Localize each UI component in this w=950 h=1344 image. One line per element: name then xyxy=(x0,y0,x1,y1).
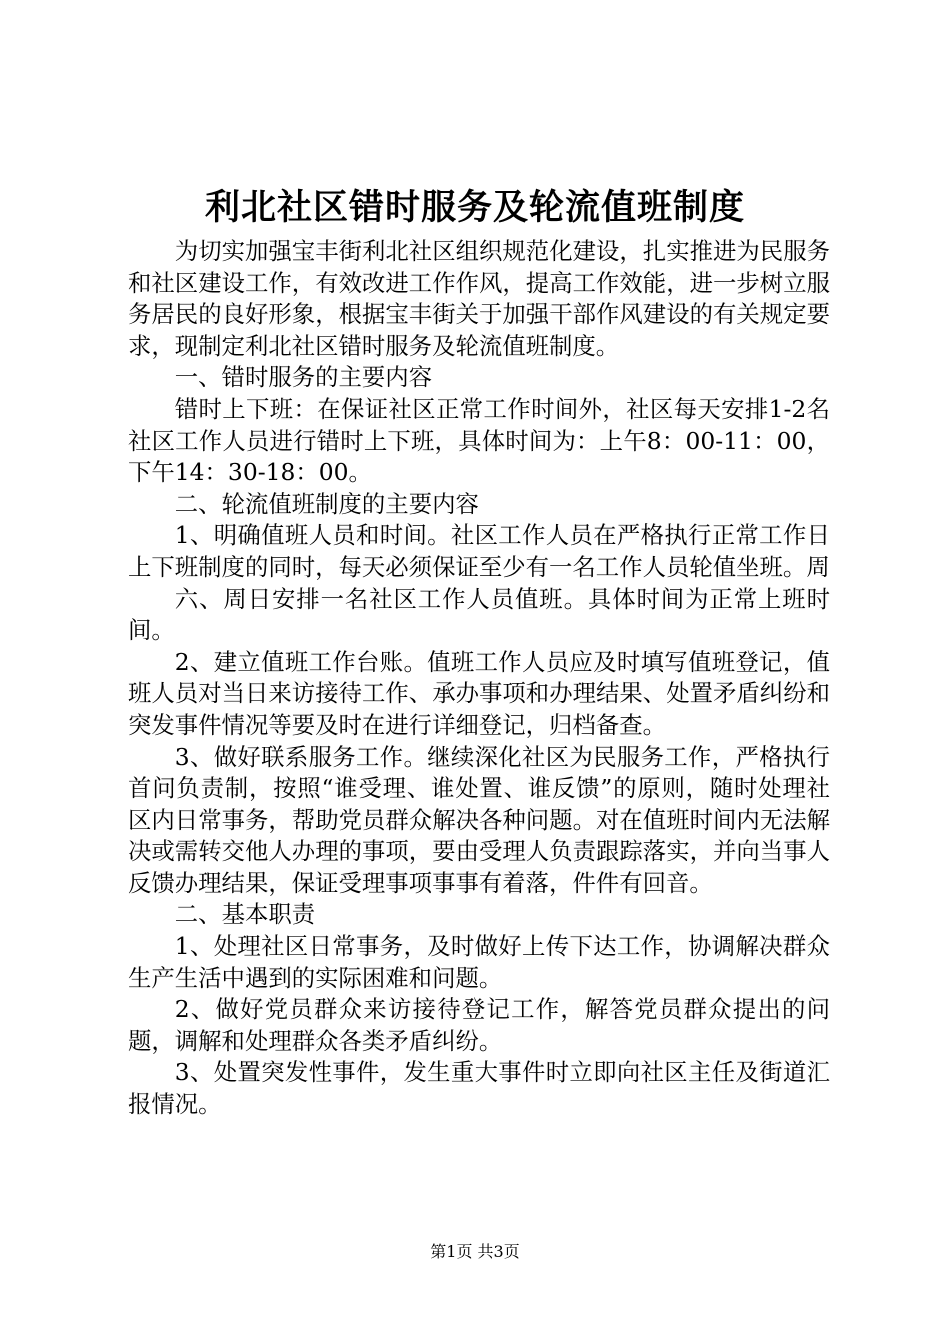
paragraph-intro: 为切实加强宝丰街利北社区组织规范化建设，扎实推进为民服务和社区建设工作，有效改进工作作风，提高工作效能，进一步树立服务居民的良好形象，根据宝丰街关于加强干部作风建设的有关规定要求，现制定利北社区错时服务及轮流值班制度。 xyxy=(128,237,830,360)
paragraph-item-3: 3、做好联系服务工作。继续深化社区为民服务工作，严格执行首问负责制，按照“谁受理、谁处置、谁反馈”的原则，随时处理社区内日常事务，帮助党员群众解决各种问题。对在值班时间内无法解决或需转交他人办理的事项，要由受理人负责跟踪落实，并向当事人反馈办理结果，保证受理事项事事有着落，件件有回音。 xyxy=(128,742,830,897)
section-heading-1: 一、错时服务的主要内容 xyxy=(174,363,433,392)
paragraph-duty-2: 2、做好党员群众来访接待登记工作，解答党员群众提出的问题，调解和处理群众各类矛盾纠纷。 xyxy=(128,995,830,1055)
document-body xyxy=(128,236,830,1121)
page-footer: 第1页 共3页 xyxy=(430,1242,520,1261)
paragraph-duty-3: 3、处置突发性事件，发生重大事件时立即向社区主任及街道汇报情况。 xyxy=(128,1058,830,1119)
document-title: 利北社区错时服务及轮流值班制度 xyxy=(204,187,745,228)
section-heading-3: 二、基本职责 xyxy=(174,900,316,929)
paragraph-item-1: 1、明确值班人员和时间。社区工作人员在严格执行正常工作日上下班制度的同时，每天必须保证至少有一名工作人员轮值坐班。周 xyxy=(128,521,830,581)
section-heading-2: 二、轮流值班制度的主要内容 xyxy=(174,489,479,518)
paragraph-staggered-hours: 错时上下班：在保证社区正常工作时间外，社区每天安排1-2名社区工作人员进行错时上下班，具体时间为：上午8：00-11：00，下午14：30-18：00。 xyxy=(128,394,830,487)
paragraph-weekend-duty: 六、周日安排一名社区工作人员值班。具体时间为正常上班时间。 xyxy=(128,584,830,645)
paragraph-item-2: 2、建立值班工作台账。值班工作人员应及时填写值班登记，值班人员对当日来访接待工作、承办事项和办理结果、处置矛盾纠纷和突发事件情况等要及时在进行详细登记，归档备查。 xyxy=(128,647,830,739)
paragraph-duty-1: 1、处理社区日常事务，及时做好上传下达工作，协调解决群众生产生活中遇到的实际困难和问题。 xyxy=(128,932,830,992)
